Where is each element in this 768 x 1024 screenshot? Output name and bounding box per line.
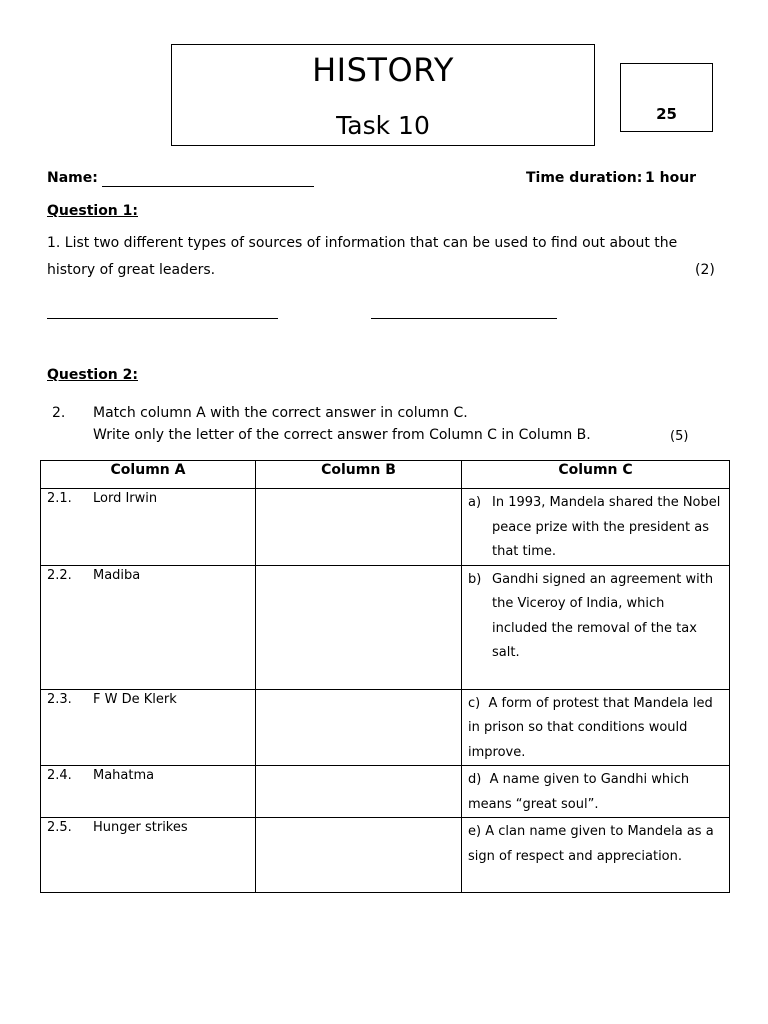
table-row [41, 689, 730, 766]
item-number: 2.1. [47, 491, 72, 506]
question-2-marks: (5) [670, 429, 689, 444]
column-b-answer-cell[interactable] [256, 489, 462, 566]
item-number: 2.2. [47, 567, 72, 583]
column-c-cell [462, 818, 730, 893]
item-text: F W De Klerk [93, 691, 177, 707]
answer-text: A name given to Gandhi which means “great soul”. [468, 772, 690, 812]
table-row [41, 766, 730, 818]
answer-letter: d) [468, 772, 482, 787]
column-c-cell [462, 565, 730, 689]
question-2-instruction-1: Match column A with the correct answer in column C. [93, 405, 468, 421]
item-text: Mahatma [93, 768, 155, 783]
question-2-number: 2. [52, 405, 66, 421]
item-number: 2.5. [47, 820, 72, 835]
question-1-marks: (2) [695, 262, 715, 278]
column-c-cell [462, 489, 730, 566]
table-header-row [41, 461, 730, 489]
question-1-text-line1: 1. List two different types of sources of information that can be used to find out about the [47, 235, 678, 251]
column-b-answer-cell[interactable] [256, 818, 462, 893]
item-text: Madiba [93, 567, 141, 583]
question-2-heading: Question 2: [47, 367, 138, 383]
column-c-header: Column C [462, 461, 730, 489]
matching-table [40, 460, 730, 893]
answer-text: Gandhi signed an agreement with the Viceroy of India, which included the removal of the tax salt. [492, 571, 714, 660]
answer-line-1[interactable] [47, 318, 278, 319]
column-a-cell [41, 766, 256, 818]
column-b-answer-cell[interactable] [256, 689, 462, 766]
column-a-header: Column A [41, 461, 256, 489]
item-text: Hunger strikes [93, 820, 188, 835]
column-b-answer-cell[interactable] [256, 565, 462, 689]
answer-text: A form of protest that Mandela led in prison so that conditions would improve. [468, 695, 713, 760]
column-a-cell [41, 489, 256, 566]
answer-letter: b) [468, 571, 482, 587]
item-number: 2.4. [47, 768, 72, 783]
name-answer-line[interactable] [102, 186, 314, 187]
table-row [41, 565, 730, 689]
item-text: Lord Irwin [93, 491, 158, 506]
column-a-cell [41, 689, 256, 766]
answer-text: In 1993, Mandela shared the Nobel peace prize with the president as that time. [492, 495, 721, 559]
score-box [620, 63, 713, 132]
answer-letter: e) [468, 824, 482, 839]
duration-value: 1 hour [645, 170, 697, 186]
question-2-instruction-2: Write only the letter of the correct answer from Column C in Column B. [93, 427, 591, 443]
table-row [41, 818, 730, 893]
task-subtitle: Task 10 [336, 111, 430, 140]
total-marks: 25 [656, 105, 677, 123]
question-1-heading: Question 1: [47, 203, 138, 219]
column-b-answer-cell[interactable] [256, 766, 462, 818]
answer-line-2[interactable] [371, 318, 557, 319]
question-1-text-line2: history of great leaders. [47, 262, 216, 278]
title-box [171, 44, 595, 146]
column-a-cell [41, 818, 256, 893]
answer-letter: a) [468, 495, 482, 510]
page-title: HISTORY [312, 51, 454, 89]
column-b-header: Column B [256, 461, 462, 489]
item-number: 2.3. [47, 691, 72, 707]
duration-label: Time duration: [526, 170, 643, 186]
table-row [41, 489, 730, 566]
column-c-cell [462, 766, 730, 818]
name-label: Name: [47, 170, 98, 186]
answer-text: A clan name given to Mandela as a sign of respect and appreciation. [468, 824, 714, 864]
column-a-cell [41, 565, 256, 689]
column-c-cell [462, 689, 730, 766]
answer-letter: c) [468, 695, 481, 711]
